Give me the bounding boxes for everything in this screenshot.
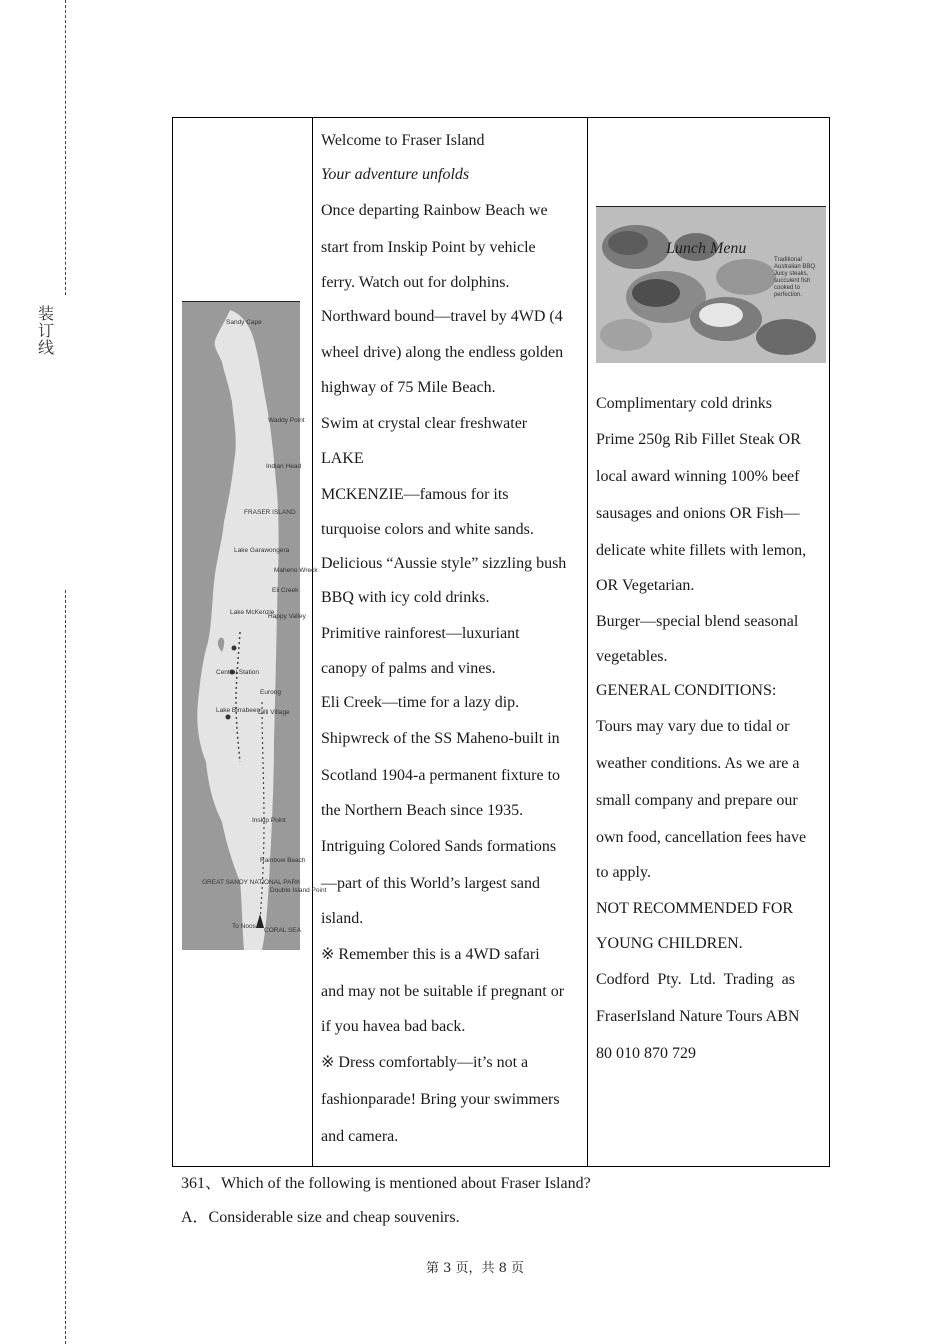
binding-dashed-line-top [65, 0, 66, 295]
menu-line: Burger—special blend seasonal [596, 613, 799, 630]
menu-conditions-cell [588, 118, 830, 1167]
map-label: Happy Valley [268, 613, 306, 620]
company-line: Codford Pty. Ltd. Trading as [596, 971, 795, 988]
map-label: Sandy Cape [226, 319, 262, 326]
lunch-menu-image [596, 206, 826, 365]
menu-line: delicate white fillets with lemon, [596, 542, 807, 559]
menu-line: vegetables. [596, 648, 668, 665]
info-table [172, 117, 830, 1167]
tour-line: Scotland 1904-a permanent fixture to [321, 767, 561, 784]
conditions-line: small company and prepare our [596, 792, 798, 809]
binding-char: 订 [37, 321, 54, 340]
tour-description-cell [313, 118, 588, 1167]
map-label: Indian Head [266, 463, 302, 470]
tour-line: MCKENZIE—famous for its [321, 486, 509, 503]
map-label: Maheno Wreck [274, 567, 318, 574]
option-a: A．Considerable size and cheap souvenirs. [181, 1209, 460, 1226]
map-label: Eurong [260, 689, 281, 696]
tour-line: Eli Creek—time for a lazy dip. [321, 694, 520, 711]
tour-line: ※ Remember this is a 4WD safari [321, 946, 540, 963]
menu-line: Complimentary cold drinks [596, 395, 772, 412]
tour-line: fashionparade! Bring your swimmers [321, 1091, 560, 1108]
map-label: FRASER ISLAND [244, 509, 296, 516]
binding-dashed-line-bottom [65, 590, 66, 1344]
map-cell [173, 118, 327, 1167]
question-block [181, 1167, 591, 1235]
tour-title: Welcome to Fraser Island [321, 132, 485, 149]
map-label: Rainbow Beach [260, 857, 306, 864]
tour-line: BBQ with icy cold drinks. [321, 589, 490, 606]
conditions-line: Tours may vary due to tidal or [596, 718, 790, 735]
tour-line: Primitive rainforest—luxuriant [321, 625, 520, 642]
tour-line: Swim at crystal clear freshwater [321, 415, 528, 432]
map-label: Double Island Point [270, 887, 327, 894]
conditions-line: to apply. [596, 864, 651, 881]
tour-line: and camera. [321, 1128, 399, 1145]
map-label: Lake McKenzie [230, 609, 275, 616]
menu-image-side-text: Traditional Australian BBQ. Juicy steaks, succulent fish cooked to perfection. [774, 257, 817, 298]
warning-line: YOUNG CHILDREN. [596, 935, 743, 952]
question-stem: 361、Which of the following is mentioned about Fraser Island? [181, 1175, 591, 1192]
tour-line: wheel drive) along the endless golden [321, 344, 564, 361]
menu-line: OR Vegetarian. [596, 577, 695, 594]
tour-line: if you havea bad back. [321, 1018, 466, 1035]
map-label: To Noosa [232, 923, 260, 930]
fraser-island-map [182, 301, 327, 952]
map-label: GREAT SANDY NATIONAL PARK [202, 879, 301, 886]
tour-line: Shipwreck of the SS Maheno-built in [321, 730, 560, 747]
company-line: FraserIsland Nature Tours ABN [596, 1008, 800, 1025]
tour-line: canopy of palms and vines. [321, 660, 496, 677]
map-label: Eli Creek [272, 587, 299, 594]
map-label: Central Station [216, 669, 259, 676]
tour-line: ferry. Watch out for dolphins. [321, 274, 510, 291]
tour-subtitle: Your adventure unfolds [321, 166, 470, 183]
tour-line: start from Inskip Point by vehicle [321, 239, 536, 256]
tour-line: island. [321, 910, 364, 927]
company-line: 80 010 870 729 [596, 1045, 696, 1062]
map-label: CORAL SEA [264, 927, 301, 934]
map-image [182, 302, 327, 950]
map-label: Lake Birrabeen [216, 707, 261, 714]
map-label: Lake Garawongera [234, 547, 290, 554]
menu-image-title: Lunch Menu [666, 240, 747, 257]
conditions-line: own food, cancellation fees have [596, 829, 807, 846]
binding-char: 线 [37, 338, 54, 357]
tour-line: the Northern Beach since 1935. [321, 802, 524, 819]
menu-line: sausages and onions OR Fish— [596, 505, 800, 522]
menu-line: Prime 250g Rib Fillet Steak OR [596, 431, 801, 448]
tour-line: and may not be suitable if pregnant or [321, 983, 565, 1000]
tour-line: Once departing Rainbow Beach we [321, 202, 548, 219]
conditions-line: weather conditions. As we are a [596, 755, 800, 772]
tour-line: Northward bound—travel by 4WD (4 [321, 308, 563, 325]
tour-line: Intriguing Colored Sands formations [321, 838, 557, 855]
tour-line: Delicious “Aussie style” sizzling bush [321, 555, 567, 572]
tour-line: LAKE [321, 450, 364, 467]
map-label: Waddy Point [268, 417, 305, 424]
tour-line: turquoise colors and white sands. [321, 521, 534, 538]
conditions-heading: GENERAL CONDITIONS: [596, 682, 777, 699]
binding-char: 装 [37, 304, 54, 323]
tour-line: highway of 75 Mile Beach. [321, 379, 496, 396]
warning-line: NOT RECOMMENDED FOR [596, 900, 794, 917]
page-footer: 第 3 页，共 8 页 [425, 1261, 525, 1276]
map-label: Dilli Village [258, 709, 290, 716]
binding-label [36, 305, 56, 356]
tour-line: ※ Dress comfortably—it’s not a [321, 1054, 529, 1071]
tour-line: —part of this World’s largest sand [321, 875, 540, 892]
menu-line: local award winning 100% beef [596, 468, 800, 485]
map-label: Inskip Point [252, 817, 286, 824]
menu-and-conditions [588, 365, 829, 1072]
lunch-menu-photo [596, 207, 826, 363]
